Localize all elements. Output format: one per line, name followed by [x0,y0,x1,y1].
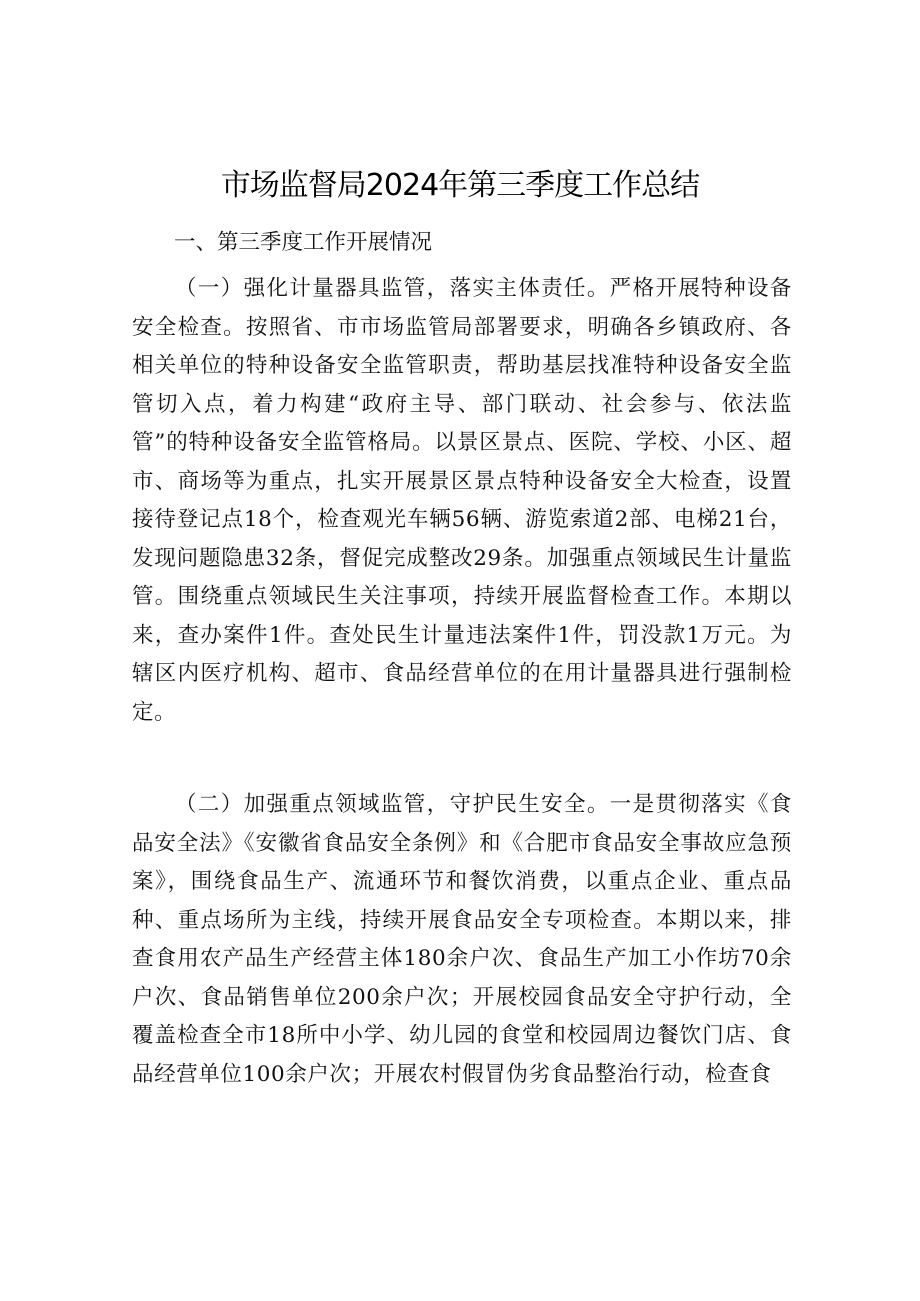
document-title: 市场监督局2024年第三季度工作总结 [220,168,700,203]
paragraph-food-safety-supervision: （二）加强重点领域监管，守护民生安全。一是贯彻落实《食品安全法》《安徽省食品安全条例》和《合肥市食品安全事故应急预案》，围绕食品生产、流通环节和餐饮消费，以重点企业、重点品种、重点场所为主线，持续开展食品安全专项检查。本期以来，排查食用农产品生产经营主体180余户次、食品生产加工小作坊70余户次、食品销售单位200余户次；开展校园食品安全守护行动，全覆盖检查全市18所中小学、幼儿园的食堂和校园周边餐饮门店、食品经营单位100余户次；开展农村假冒伪劣食品整治行动，检查食 [132,792,792,1087]
paragraph-measurement-supervision: （一）强化计量器具监管，落实主体责任。严格开展特种设备安全检查。按照省、市市场监管局部署要求，明确各乡镇政府、各相关单位的特种设备安全监管职责，帮助基层找准特种设备安全监管切入点，着力构建“政府主导、部门联动、社会参与、依法监管”的特种设备安全监管格局。以景区景点、医院、学校、小区、超市、商场等为重点，扎实开展景区景点特种设备安全大检查，设置接待登记点18个，检查观光车辆56辆、游览索道2部、电梯21台，发现问题隐患32条，督促完成整改29条。加强重点领域民生计量监管。围绕重点领域民生关注事项，持续开展监督检查工作。本期以来，查办案件1件。查处民生计量违法案件1件，罚没款1万元。为辖区内医疗机构、超市、食品经营单位的在用计量器具进行强制检定。 [132,276,792,725]
section-heading: 一、第三季度工作开展情况 [174,230,433,255]
